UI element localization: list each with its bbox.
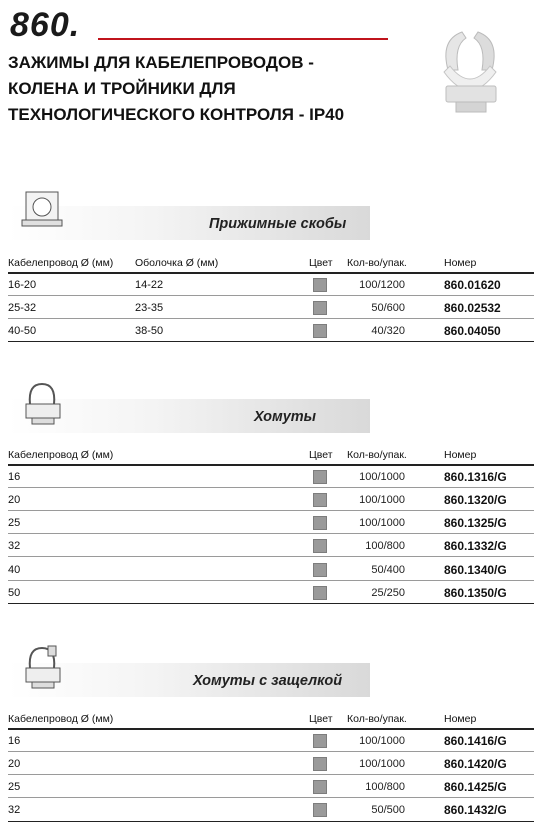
col-header-conduit: Кабелепровод Ø (мм) <box>8 449 114 461</box>
table-row-sheath: 14-22 <box>135 279 164 291</box>
table-row-code: 860.1425/G <box>444 780 507 794</box>
col-header-conduit: Кабелепровод Ø (мм) <box>8 713 114 725</box>
row-rule <box>8 533 534 534</box>
header-rule <box>8 272 534 274</box>
col-header-qty: Кол-во/упак. <box>347 257 407 269</box>
table-row-qty: 40/320 <box>371 325 405 337</box>
table-row-qty: 100/800 <box>365 781 405 793</box>
row-rule <box>8 295 534 296</box>
accent-line <box>98 38 388 40</box>
table-row-qty: 100/1000 <box>359 471 405 483</box>
row-rule <box>8 556 534 557</box>
color-swatch <box>313 516 327 530</box>
table-row-qty: 100/1000 <box>359 494 405 506</box>
page-title-line-1: ЗАЖИМЫ ДЛЯ КАБЕЛЕПРОВОДОВ - <box>8 53 314 72</box>
row-rule <box>8 487 534 488</box>
table-row-qty: 100/1000 <box>359 758 405 770</box>
table-row-qty: 50/500 <box>371 804 405 816</box>
page-title-line-3: ТЕХНОЛОГИЧЕСКОГО КОНТРОЛЯ - IP40 <box>8 105 345 124</box>
row-rule <box>8 797 534 798</box>
table-row-code: 860.1420/G <box>444 757 507 771</box>
section-title: Хомуты <box>254 409 317 425</box>
latch-clamp-icon <box>18 642 68 694</box>
page-title-line-2: КОЛЕНА И ТРОЙНИКИ ДЛЯ <box>8 79 236 98</box>
table-row-conduit: 16 <box>8 471 21 483</box>
col-header-sheath: Оболочка Ø (мм) <box>135 257 219 269</box>
color-swatch <box>313 278 327 292</box>
table-row-code: 860.1325/G <box>444 516 507 530</box>
table-row-qty: 25/250 <box>371 587 405 599</box>
col-header-color: Цвет <box>309 257 333 269</box>
color-swatch <box>313 470 327 484</box>
table-row-conduit: 25 <box>8 517 21 529</box>
col-header-qty: Кол-во/упак. <box>347 713 407 725</box>
table-row-conduit: 40 <box>8 564 21 576</box>
color-swatch <box>313 803 327 817</box>
table-row-sheath: 23-35 <box>135 302 164 314</box>
table-row-qty: 50/400 <box>371 564 405 576</box>
color-swatch <box>313 757 327 771</box>
table-row-conduit: 16-20 <box>8 279 37 291</box>
header-rule <box>8 464 534 466</box>
color-swatch <box>313 493 327 507</box>
section-title: Прижимные скобы <box>209 216 347 232</box>
header-rule <box>8 728 534 730</box>
col-header-conduit: Кабелепровод Ø (мм) <box>8 257 114 269</box>
table-row-code: 860.1350/G <box>444 586 507 600</box>
table-row-code: 860.1432/G <box>444 803 507 817</box>
table-row-conduit: 20 <box>8 494 21 506</box>
table-row-sheath: 38-50 <box>135 325 164 337</box>
col-header-color: Цвет <box>309 449 333 461</box>
table-row-conduit: 25 <box>8 781 21 793</box>
table-row-code: 860.01620 <box>444 278 501 292</box>
table-bottom-rule <box>8 341 534 342</box>
table-bottom-rule <box>8 603 534 604</box>
row-rule <box>8 751 534 752</box>
table-row-qty: 100/800 <box>365 540 405 552</box>
table-row-conduit: 32 <box>8 804 21 816</box>
table-row-conduit: 40-50 <box>8 325 37 337</box>
table-row-conduit: 25-32 <box>8 302 37 314</box>
table-row-qty: 100/1000 <box>359 735 405 747</box>
color-swatch <box>313 324 327 338</box>
row-rule <box>8 510 534 511</box>
color-swatch <box>313 780 327 794</box>
table-row-code: 860.1316/G <box>444 470 507 484</box>
col-header-qty: Кол-во/упак. <box>347 449 407 461</box>
table-row-code: 860.1320/G <box>444 493 507 507</box>
section-title: Хомуты с защелкой <box>193 673 343 689</box>
col-header-color: Цвет <box>309 713 333 725</box>
table-row-conduit: 16 <box>8 735 21 747</box>
row-rule <box>8 580 534 581</box>
col-header-code: Номер <box>444 713 477 725</box>
table-row-code: 860.02532 <box>444 301 501 315</box>
press-clip-icon <box>18 184 68 236</box>
col-header-code: Номер <box>444 257 477 269</box>
table-row-conduit: 20 <box>8 758 21 770</box>
color-swatch <box>313 586 327 600</box>
col-header-code: Номер <box>444 449 477 461</box>
row-rule <box>8 774 534 775</box>
table-row-code: 860.1340/G <box>444 563 507 577</box>
table-row-conduit: 32 <box>8 540 21 552</box>
table-bottom-rule <box>8 821 534 822</box>
row-rule <box>8 318 534 319</box>
color-swatch <box>313 301 327 315</box>
color-swatch <box>313 734 327 748</box>
table-row-code: 860.1416/G <box>444 734 507 748</box>
table-row-qty: 100/1000 <box>359 517 405 529</box>
color-swatch <box>313 563 327 577</box>
clamp-product-image <box>420 22 520 122</box>
table-row-code: 860.04050 <box>444 324 501 338</box>
color-swatch <box>313 539 327 553</box>
table-row-qty: 100/1200 <box>359 279 405 291</box>
series-number: 860. <box>10 6 81 44</box>
table-row-qty: 50/600 <box>371 302 405 314</box>
clamp-icon <box>18 378 68 430</box>
table-row-code: 860.1332/G <box>444 539 507 553</box>
table-row-conduit: 50 <box>8 587 21 599</box>
